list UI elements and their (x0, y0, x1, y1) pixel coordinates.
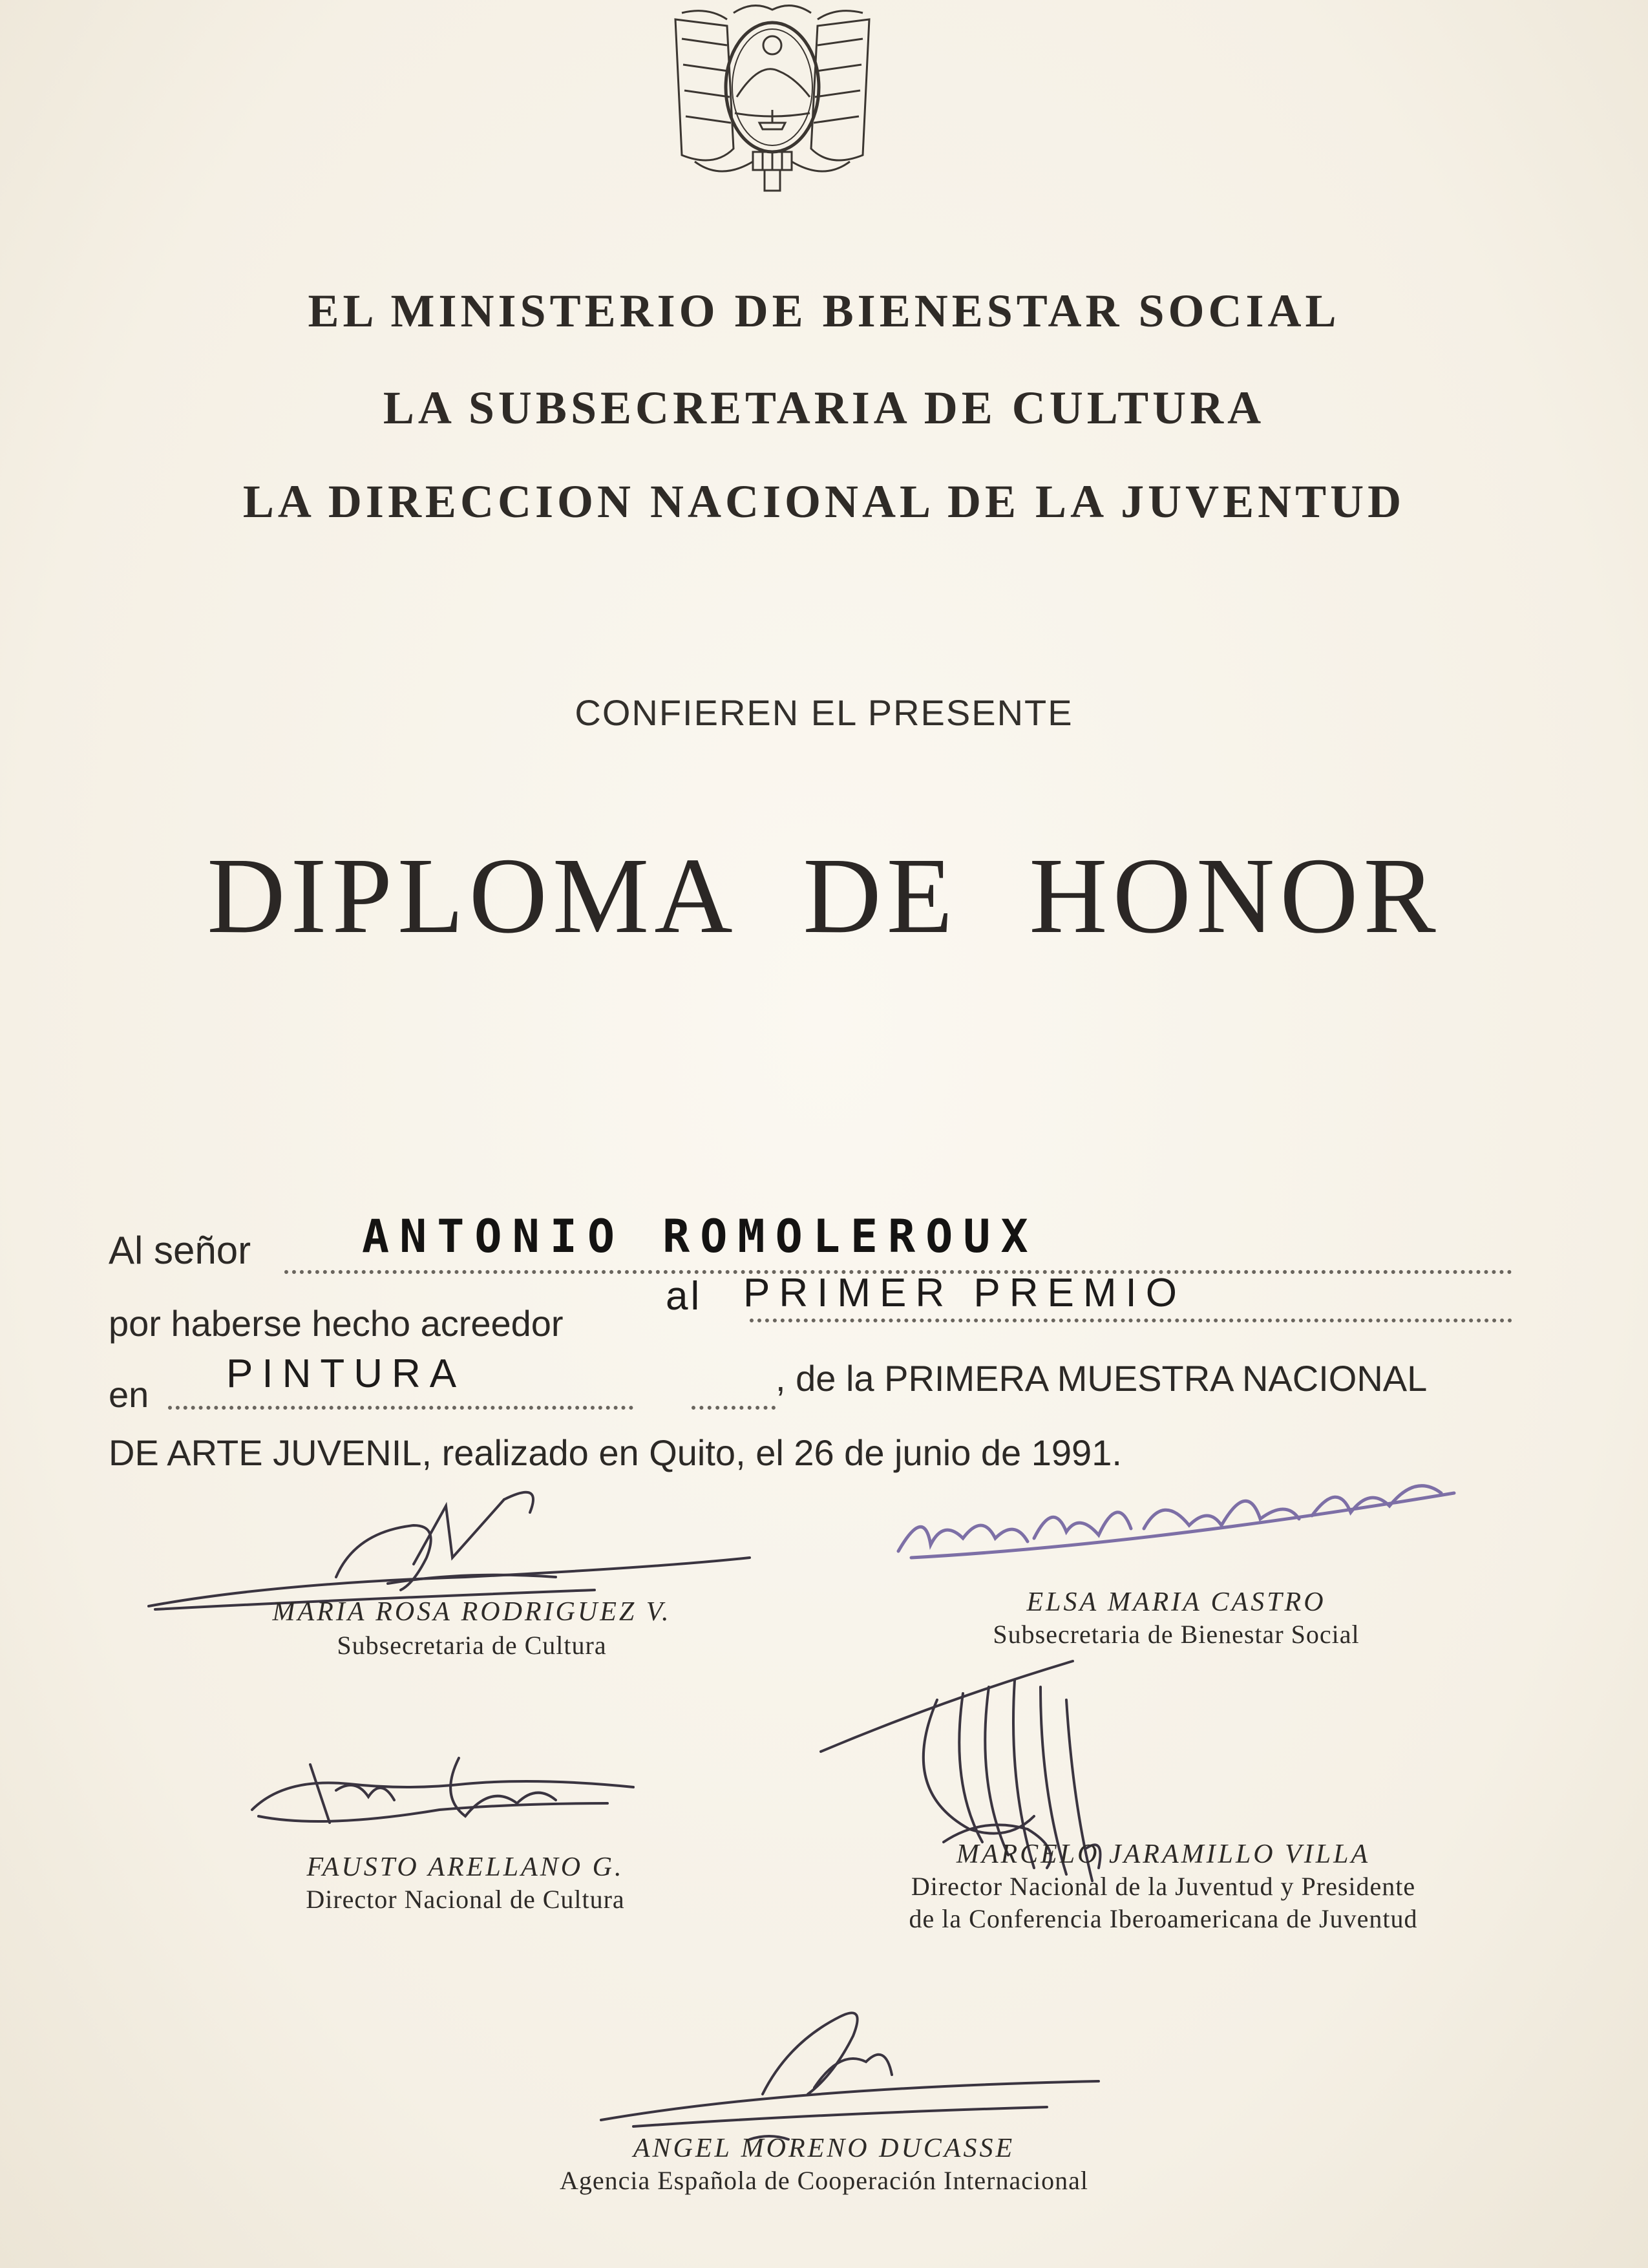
signature-icon (885, 1454, 1467, 1584)
category-name: PINTURA (226, 1351, 466, 1396)
signatory-name: ELSA MARIA CASTRO (1026, 1587, 1326, 1617)
signatory-title: Director Nacional de Cultura (306, 1885, 625, 1914)
dotted-line (168, 1406, 633, 1410)
al-label: al (666, 1274, 703, 1319)
acreedor-label: por haberse hecho acreedor (109, 1303, 564, 1344)
dotted-line (750, 1319, 1512, 1322)
header-line-1: EL MINISTERIO DE BIENESTAR SOCIAL (308, 285, 1340, 337)
en-label: en (109, 1374, 149, 1415)
event-line-1: , de la PRIMERA MUESTRA NACIONAL (776, 1358, 1428, 1399)
coat-of-arms-icon (656, 0, 889, 200)
signatory-name: FAUSTO ARELLANO G. (306, 1852, 624, 1882)
signatory-name: MARIA ROSA RODRIGUEZ V. (272, 1597, 671, 1627)
recipient-name: ANTONIO ROMOLEROUX (362, 1210, 1039, 1263)
signatory-name: MARCELO JARAMILLO VILLA (956, 1839, 1371, 1869)
event-line-2: DE ARTE JUVENIL, realizado en Quito, el 26 de junio de 1991. (109, 1432, 1122, 1473)
signatory-title: Subsecretaria de Cultura (337, 1631, 607, 1660)
signatory-title: Agencia Española de Cooperación Internacional (559, 2166, 1088, 2195)
signatory-title: de la Conferencia Iberoamericana de Juventud (909, 1904, 1418, 1933)
header-line-2: LA SUBSECRETARIA DE CULTURA (383, 382, 1265, 434)
confieren-text: CONFIEREN EL PRESENTE (575, 692, 1073, 733)
header-line-3: LA DIRECCION NACIONAL DE LA JUVENTUD (242, 476, 1406, 527)
dotted-line (692, 1406, 776, 1410)
signatory-name: ANGEL MORENO DUCASSE (633, 2134, 1015, 2163)
diploma-title: DIPLOMA DE HONOR (207, 836, 1441, 956)
signatory-title: Subsecretaria de Bienestar Social (993, 1620, 1360, 1649)
al-senor-label: Al señor (109, 1229, 251, 1272)
award-name: PRIMER PREMIO (743, 1271, 1186, 1315)
signature-icon (246, 1739, 646, 1849)
signatory-title: Director Nacional de la Juventud y Presidente (911, 1872, 1416, 1901)
